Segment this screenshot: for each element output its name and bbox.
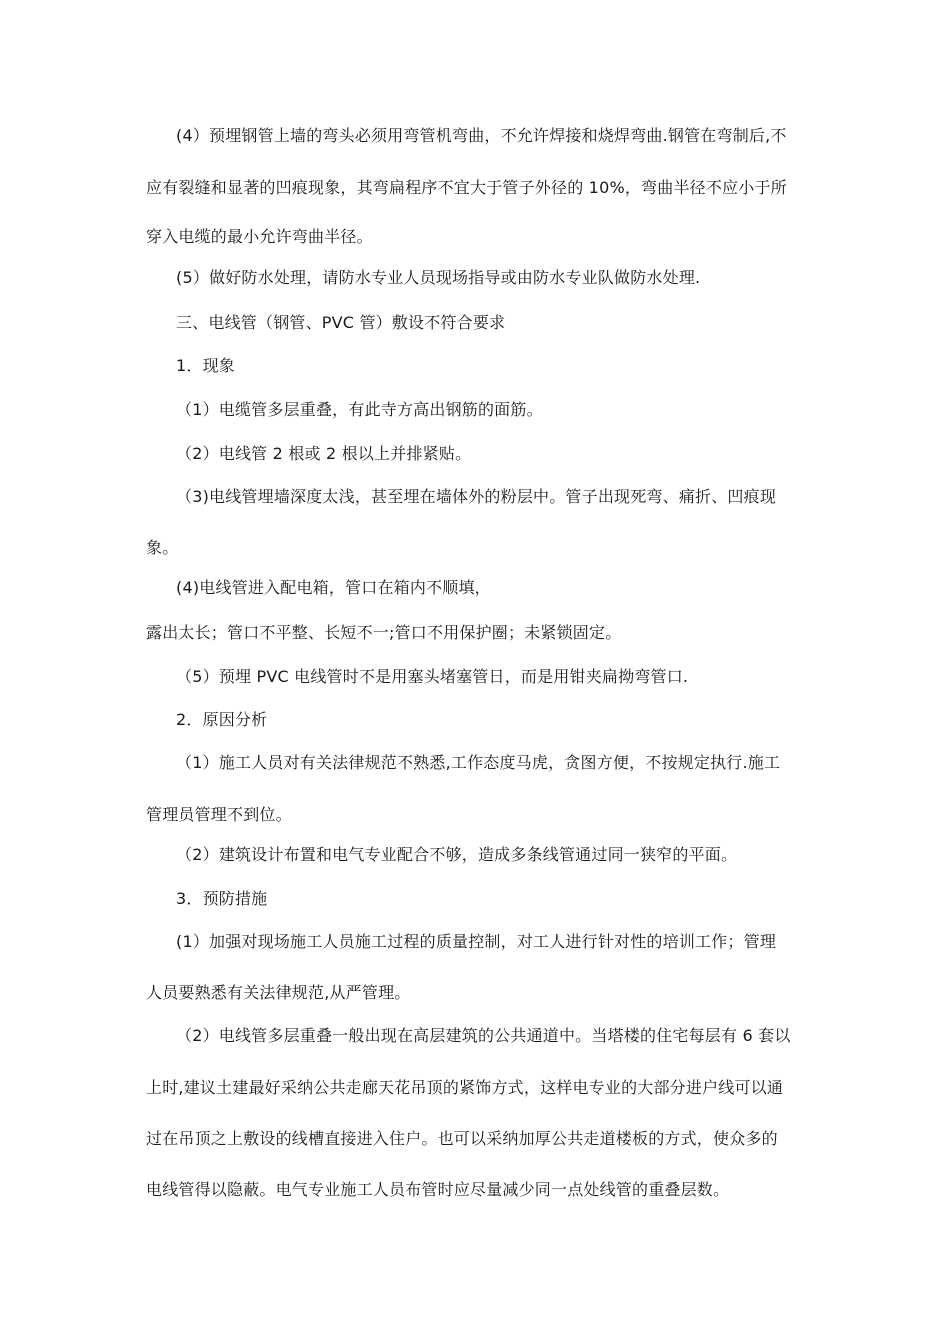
list-item: （2）电线管 2 根或 2 根以上并排紧贴。 bbox=[176, 444, 472, 463]
paragraph-line: (4）预埋钢管上墙的弯头必须用弯管机弯曲，不允许焊接和烧焊弯曲.钢管在弯制后,不 bbox=[176, 126, 787, 145]
paragraph-line: 人员要熟悉有关法律规范,从严管理。 bbox=[146, 983, 411, 1002]
subsection-heading: 3．预防措施 bbox=[176, 889, 268, 908]
list-item: (1）加强对现场施工人员施工过程的质量控制，对工人进行针对性的培训工作；管理 bbox=[176, 932, 777, 951]
list-item: (4)电线管进入配电箱，管口在箱内不顺填， bbox=[176, 578, 491, 597]
paragraph-line: 上时,建议土建最好采纳公共走廊天花吊顶的紧饰方式，这样电专业的大部分进户线可以通 bbox=[146, 1078, 784, 1097]
list-item: （1）电缆管多层重叠，有此寺方高出钢筋的面筋。 bbox=[176, 400, 543, 419]
paragraph-line: (5）做好防水处理，请防水专业人员现场指导或由防水专业队做防水处理. bbox=[176, 268, 701, 287]
list-item: （3)电线管埋墙深度太浅，甚至埋在墙体外的粉层中。管子出现死弯、痛折、凹痕现 bbox=[176, 487, 777, 506]
paragraph-line: 过在吊顶之上敷设的线槽直接进入住户。也可以采纳加厚公共走道楼板的方式，使众多的 bbox=[146, 1129, 778, 1148]
list-item: （1）施工人员对有关法律规范不熟悉,工作态度马虎，贪图方便，不按规定执行.施工 bbox=[176, 753, 781, 772]
paragraph-line: 露出太长；管口不平整、长短不一;管口不用保护圈；未紧锁固定。 bbox=[146, 623, 622, 642]
list-item: （5）预埋 PVC 电线管时不是用塞头堵塞管日，而是用钳夹扁拗弯管口. bbox=[176, 667, 689, 686]
section-heading: 三、电线管（钢管、PVC 管）敷设不符合要求 bbox=[176, 313, 506, 332]
subsection-heading: 2．原因分析 bbox=[176, 710, 268, 729]
paragraph-line: 象。 bbox=[146, 538, 179, 557]
paragraph-line: 电线管得以隐蔽。电气专业施工人员布管时应尽量减少同一点处线管的重叠层数。 bbox=[146, 1180, 730, 1199]
paragraph-line: 穿入电缆的最小允许弯曲半径。 bbox=[146, 227, 373, 246]
paragraph-line: 管理员管理不到位。 bbox=[146, 805, 292, 824]
list-item: （2）建筑设计布置和电气专业配合不够，造成多条线管通过同一狭窄的平面。 bbox=[176, 845, 738, 864]
subsection-heading: 1．现象 bbox=[176, 356, 235, 375]
paragraph-line: 应有裂缝和显著的凹痕现象，其弯扁程序不宜大于管子外径的 10%，弯曲半径不应小于所 bbox=[146, 178, 787, 197]
list-item: （2）电线管多层重叠一般出现在高层建筑的公共通道中。当塔楼的住宅每层有 6 套以 bbox=[176, 1026, 791, 1045]
